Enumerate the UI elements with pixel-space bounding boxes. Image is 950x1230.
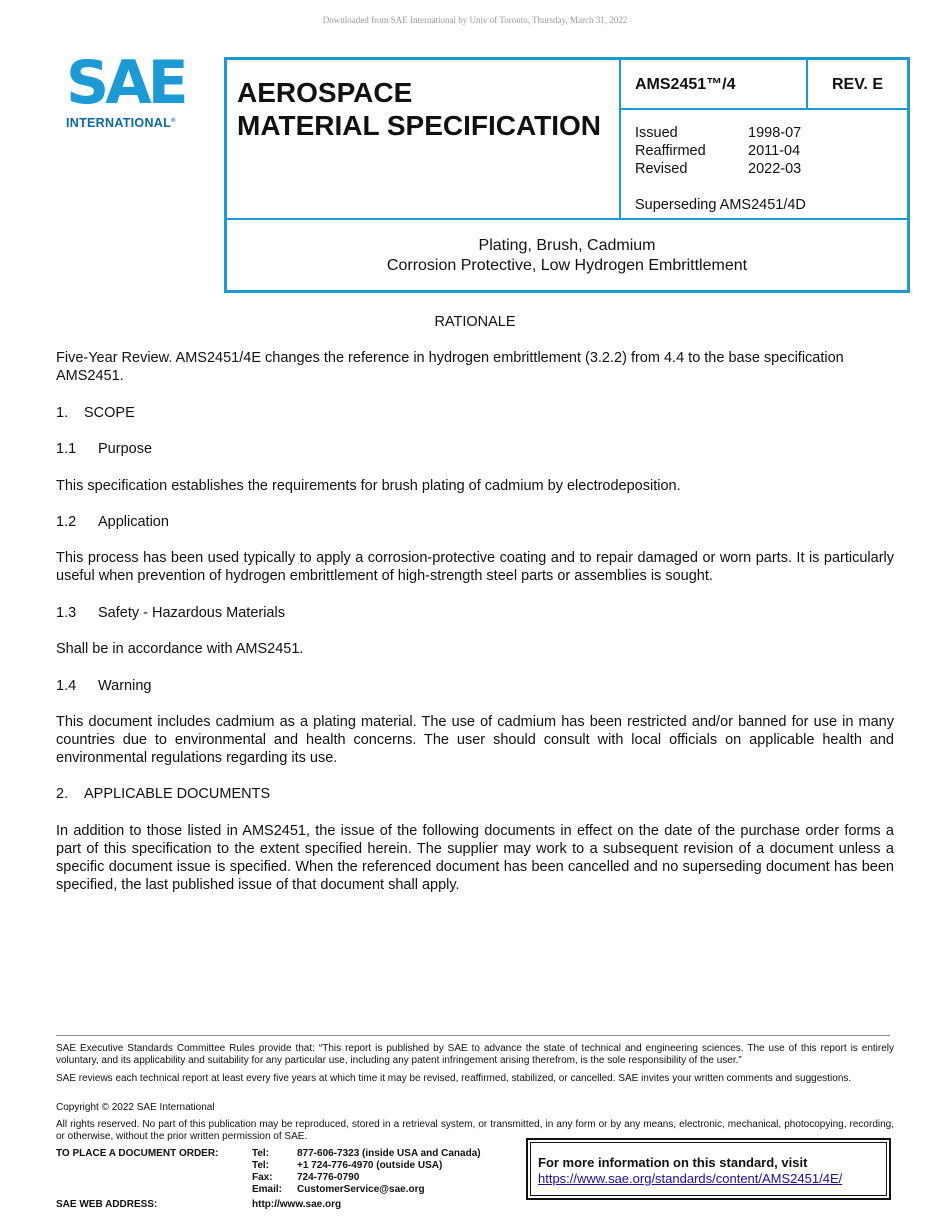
superseding-note: Superseding AMS2451/4D [635, 197, 806, 213]
section-2-heading: 2. APPLICABLE DOCUMENTS [56, 786, 271, 802]
rationale-heading: RATIONALE [434, 314, 516, 330]
section-1-4-text: This document includes cadmium as a plating material. The use of cadmium has been restricted and/or banned for use in many countries due to environmental and health concerns. The user should consult with local officials on applicable health and environmental regulations regarding its use. [56, 714, 894, 766]
section-1-3-text: Shall be in accordance with AMS2451. [56, 641, 304, 657]
footer-rights-text: All rights reserved. No part of this publication may be reproduced, stored in a retrieval system, or transmitted, in any form or by any means, electronic, mechanical, photocopying, recording, or otherwise, without the prior written permission of SAE. [56, 1119, 894, 1142]
section-1-2-text: This process has been used typically to apply a corrosion-protective coating and to repair damaged or worn parts. It is particularly useful when prevention of hydrogen embrittlement of high-strength steel parts or assemblies is sought. [56, 550, 894, 584]
footer-copyright: Copyright © 2022 SAE International [56, 1102, 215, 1113]
contact-row: Tel: +1 724-776-4970 (outside USA) [252, 1160, 443, 1171]
subject-line-2: Corrosion Protective, Low Hydrogen Embrittlement [386, 257, 748, 274]
logo-subtitle: INTERNATIONAL® [66, 116, 176, 130]
download-note: Downloaded from SAE International by Univ of Toronto, Thursday, March 31, 2022 [322, 15, 628, 25]
phone-link[interactable]: 877-606-7323 (inside USA and Canada) [297, 1148, 481, 1159]
document-type-title [227, 60, 621, 218]
email-link[interactable]: CustomerService@sae.org [297, 1184, 425, 1195]
rationale-text: Five-Year Review. AMS2451/4E changes the reference in hydrogen embrittlement (3.2.2) from 4.4 to the base specification AMS2451. [56, 350, 844, 384]
more-info-title: For more information on this standard, visit [538, 1155, 808, 1170]
contact-row: TO PLACE A DOCUMENT ORDER: Tel: 877-606-7323 (inside USA and Canada) [56, 1148, 481, 1159]
document-subject [227, 236, 907, 276]
date-row-issued: Issued 1998-07 [635, 125, 802, 141]
footer-review-text: SAE reviews each technical report at least every five years at which time it may be revised, reaffirmed, stabilized, or cancelled. SAE invites your written comments and suggestions. [56, 1073, 852, 1084]
web-address-link[interactable]: http://www.sae.org [252, 1199, 342, 1210]
standard-link[interactable]: https://www.sae.org/standards/content/AMS2451/4E/ [538, 1171, 843, 1186]
fax-number: 724-776-0790 [297, 1172, 360, 1183]
sae-logo [62, 48, 192, 134]
date-row-reaffirmed: Reaffirmed 2011-04 [635, 143, 801, 159]
subject-line-1: Plating, Brush, Cadmium [478, 237, 656, 254]
footer-rules-text: SAE Executive Standards Committee Rules provide that: “This report is published by SAE to advance the state of technical and engineering sciences. The use of this report is entirely voluntary, and its applicability and suitability for any particular use, including any patent infringement arising therefrom, is the sole responsibility of the user.” [56, 1043, 894, 1066]
web-label: SAE WEB ADDRESS: [56, 1199, 158, 1210]
section-1-3-heading: 1.3 Safety - Hazardous Materials [56, 605, 285, 621]
footer-rule [56, 1035, 890, 1036]
header-separator [227, 218, 907, 220]
title-line-2: MATERIAL SPECIFICATION [237, 110, 601, 141]
section-1-2-heading: 1.2 Application [56, 514, 169, 530]
section-1-heading: 1. SCOPE [56, 405, 135, 421]
order-label: TO PLACE A DOCUMENT ORDER: [56, 1148, 219, 1159]
web-address-row [56, 1199, 341, 1210]
contact-row: Fax: 724-776-0790 [252, 1172, 360, 1183]
section-1-1-heading: 1.1 Purpose [56, 441, 153, 457]
contact-row: Email: CustomerService@sae.org [252, 1184, 425, 1195]
phone-link[interactable]: +1 724-776-4970 (outside USA) [297, 1160, 443, 1171]
revision-label: REV. E [808, 60, 907, 110]
more-info-box [526, 1138, 891, 1200]
document-number: AMS2451™/4 [621, 60, 808, 110]
order-contacts [56, 1148, 481, 1196]
title-line-1: AEROSPACE [237, 77, 413, 108]
section-1-4-heading: 1.4 Warning [56, 678, 152, 694]
header-box [224, 57, 910, 293]
logo-letters: SAE [66, 48, 185, 118]
section-1-1-text: This specification establishes the requirements for brush plating of cadmium by electrodeposition. [56, 478, 681, 494]
dates-block [621, 110, 907, 218]
date-row-revised: Revised 2022-03 [635, 161, 802, 177]
section-2-text: In addition to those listed in AMS2451, the issue of the following documents in effect on the date of the purchase order forms a part of this specification to the extent specified herein. The supplier may work to a subsequent revision of a document unless a specific document issue is specified. When the referenced document has been cancelled and no superseding document has been specified, the last published issue of that document shall apply. [56, 823, 894, 893]
